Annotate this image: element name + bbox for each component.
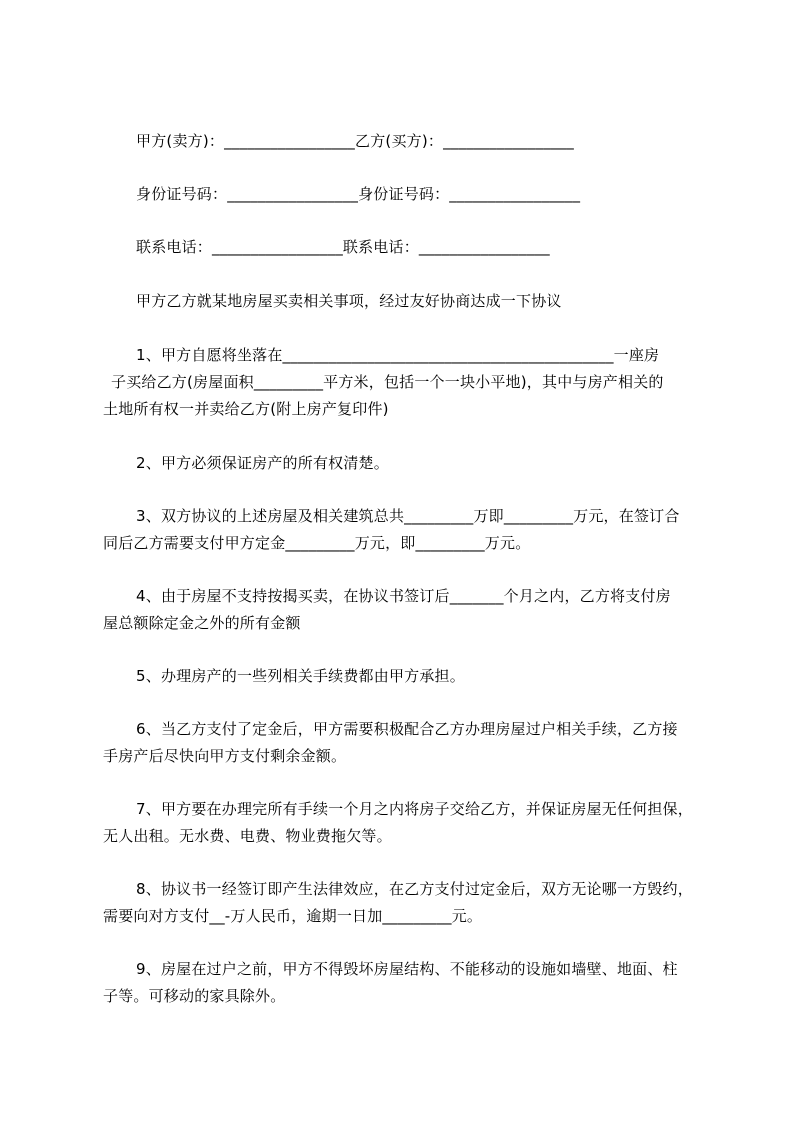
intro-paragraph: 甲方乙方就某地房屋买卖相关事项，经过友好协商达成一下协议 <box>136 292 562 310</box>
clause-3-line-1: 3、双方协议的上述房屋及相关建筑总共_________万即_________万元，在签订合 <box>136 507 680 525</box>
clause-9-line-2: 子等。可移动的家具除外。 <box>103 987 286 1005</box>
clause-6-line-2: 手房产后尽快向甲方支付剩余金额。 <box>103 747 347 765</box>
clause-4-line-1: 4、由于房屋不支持按揭买卖，在协议书签订后_______个月之内，乙方将支付房 <box>136 587 671 605</box>
clause-2-line-1: 2、甲方必须保证房产的所有权清楚。 <box>136 454 389 472</box>
clause-1-line-1: 1、甲方自愿将坐落在___________________________________________一座房 <box>136 346 660 364</box>
clause-9-line-1: 9、房屋在过户之前，甲方不得毁坏房屋结构、不能移动的设施如墙壁、地面、柱 <box>136 960 678 978</box>
id-number-line: 身份证号码：_________________身份证号码：_________________ <box>136 185 581 203</box>
clause-5-line-1: 5、办理房产的一些列相关手续费都由甲方承担。 <box>136 667 465 685</box>
clause-6-line-1: 6、当乙方支付了定金后，甲方需要积极配合乙方办理房屋过户相关手续，乙方接 <box>136 720 678 738</box>
clause-3-line-2: 同后乙方需要支付甲方定金_________万元，即_________万元。 <box>103 534 531 552</box>
phone-line: 联系电话：_________________联系电话：_________________ <box>136 238 550 256</box>
party-info-line: 甲方(卖方)：_________________乙方(买方)：_________________ <box>136 132 575 150</box>
clause-4-line-2: 屋总额除定金之外的所有金额 <box>103 614 301 632</box>
clause-1-line-2: 子买给乙方(房屋面积_________平方米，包括一个一块小平地)，其中与房产相关的 <box>111 373 664 391</box>
clause-8-line-1: 8、协议书一经签订即产生法律效应，在乙方支付过定金后，双方无论哪一方毁约， <box>136 880 693 898</box>
clause-8-line-2: 需要向对方支付__-万人民币，逾期一日加_________元。 <box>103 907 483 925</box>
clause-7-line-1: 7、甲方要在办理完所有手续一个月之内将房子交给乙方，并保证房屋无任何担保， <box>136 800 693 818</box>
clause-1-line-3: 土地所有权一并卖给乙方(附上房产复印件) <box>103 400 389 418</box>
clause-7-line-2: 无人出租。无水费、电费、物业费拖欠等。 <box>103 827 392 845</box>
